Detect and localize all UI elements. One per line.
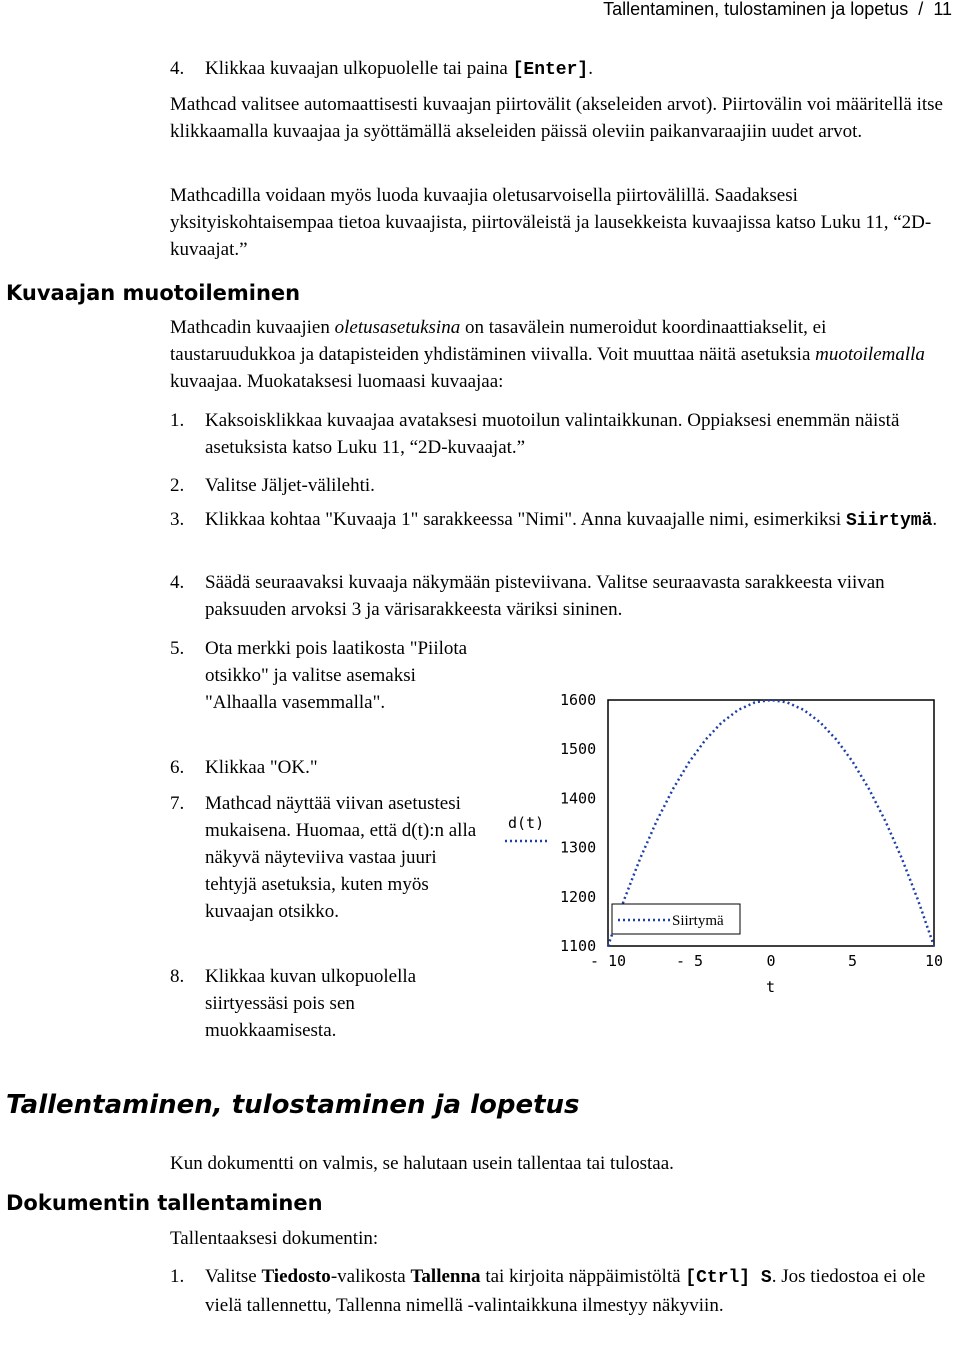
- step-number: 2.: [170, 475, 185, 496]
- x-axis-label: t: [766, 978, 776, 996]
- section-heading-format: Kuvaajan muotoileminen: [6, 281, 301, 305]
- x-tick-label: - 5: [675, 952, 704, 970]
- step-number: 4.: [170, 572, 185, 593]
- step-number: 7.: [170, 793, 185, 814]
- running-header: [603, 0, 952, 23]
- step-text: Mathcad näyttää viivan asetustesi mukaisena. Huomaa, että d(t):n alla näkyvä näyteviiva vastaa juuri tehtyjä asetuksia, kuten myös kuvaajan otsikko.: [205, 793, 477, 922]
- x-tick-label: - 10: [589, 952, 627, 970]
- step-text: Säädä seuraavaksi kuvaaja näkymään pisteviivana. Valitse seuraavasta sarakkeesta viivan paksuuden arvoksi 3 ja värisarakkeesta väriksi sininen.: [205, 572, 885, 620]
- y-axis-label: d(t): [508, 814, 545, 832]
- y-tick-label: 1100: [560, 937, 597, 955]
- step-text: Kaksoisklikkaa kuvaajaa avataksesi muotoilun valintaikkunan. Oppiaksesi enemmän näistä asetuksista katso Luku 11, “2D-kuvaajat.”: [205, 410, 900, 458]
- step-4-top: Klikkaa kuvaajan ulkopuolelle tai paina [Enter].: [205, 58, 593, 80]
- step-text: Klikkaa "OK.": [205, 757, 318, 778]
- y-tick-label: 1200: [560, 887, 597, 906]
- command-name: Tallenna: [410, 1266, 481, 1287]
- paragraph-save-steps-intro: Tallentaaksesi dokumentin:: [170, 1228, 379, 1249]
- paragraph-save-intro: Kun dokumentti on valmis, se halutaan usein tallentaa tai tulostaa.: [170, 1153, 674, 1174]
- step-text: Klikkaa kuvan ulkopuolella siirtyessäsi pois sen muokkaamisesta.: [205, 966, 417, 1041]
- page-number: 11: [933, 0, 952, 19]
- paragraph-format-intro: Mathcadin kuvaajien oletusasetuksina on tasavälein numeroidut koordinaattiakselit, ei taustaruudukkoa ja datapisteiden yhdistäminen viivalla. Voit muuttaa näitä asetuksia muotoilemalla kuvaajaa. Muokataksesi luomaasi kuvaajaa:: [170, 317, 925, 392]
- x-tick-label: 5: [847, 952, 858, 970]
- step-number: 4.: [170, 58, 185, 79]
- step-number: 1.: [170, 1266, 185, 1287]
- section-heading-save: Dokumentin tallentaminen: [6, 1191, 323, 1215]
- x-tick-label: 10: [924, 952, 944, 970]
- keyboard-shortcut: [Ctrl] S: [685, 1268, 772, 1288]
- step-number: 3.: [170, 509, 185, 530]
- step-number: 1.: [170, 410, 185, 431]
- code-siirtyma: Siirtymä: [845, 511, 933, 531]
- y-tick-label: 1300: [560, 838, 597, 857]
- step-number: 5.: [170, 638, 185, 659]
- enter-key: [Enter]: [512, 60, 589, 80]
- legend-label: Siirtymä: [672, 913, 724, 929]
- header-separator: /: [918, 0, 924, 19]
- step-text: Valitse Jäljet-välilehti.: [205, 475, 375, 496]
- displacement-chart[interactable]: [500, 684, 960, 996]
- y-tick-label: 1400: [560, 789, 597, 808]
- running-title: Tallentaminen, tulostaminen ja lopetus: [603, 0, 909, 19]
- y-tick-label: 1500: [560, 740, 597, 759]
- main-section-title: Tallentaminen, tulostaminen ja lopetus: [6, 1090, 580, 1120]
- step-number: 6.: [170, 757, 185, 778]
- step-text: Klikkaa kohtaa "Kuvaaja 1" sarakkeessa "Nimi". Anna kuvaajalle nimi, esimerkiksi Siirtymä.: [205, 509, 938, 531]
- paragraph-auto-limits: Mathcad valitsee automaattisesti kuvaajan piirtovälit (akseleiden arvot). Piirtovälin voi määritellä itse klikkaamalla kuvaajaa ja syöttämällä akseleiden päissä oleviin paikanvaraajiin uudet arvot.: [170, 94, 943, 142]
- step-text: Valitse Tiedosto-valikosta Tallenna tai kirjoita näppäimistöltä [Ctrl] S. Jos tiedostoa ei ole vielä tallennettu, Tallenna nimellä -valintaikkuna ilmestyy näkyviin.: [205, 1266, 926, 1316]
- paragraph-default-limits: Mathcadilla voidaan myös luoda kuvaajia oletusarvoisella piirtovälillä. Saadaksesi yksityiskohtaisempaa tietoa kuvaajista, piirtoväleistä ja lausekkeista kuvaajissa katso Luku 11, “2D-kuvaajat.”: [170, 185, 932, 260]
- menu-name: Tiedosto: [261, 1266, 331, 1287]
- step-text: Ota merkki pois laatikosta "Piilota otsikko" ja valitse asemaksi "Alhaalla vasemmalla".: [205, 638, 468, 713]
- x-tick-label: 0: [766, 952, 776, 970]
- step-number: 8.: [170, 966, 185, 987]
- y-tick-label: 1600: [560, 691, 597, 709]
